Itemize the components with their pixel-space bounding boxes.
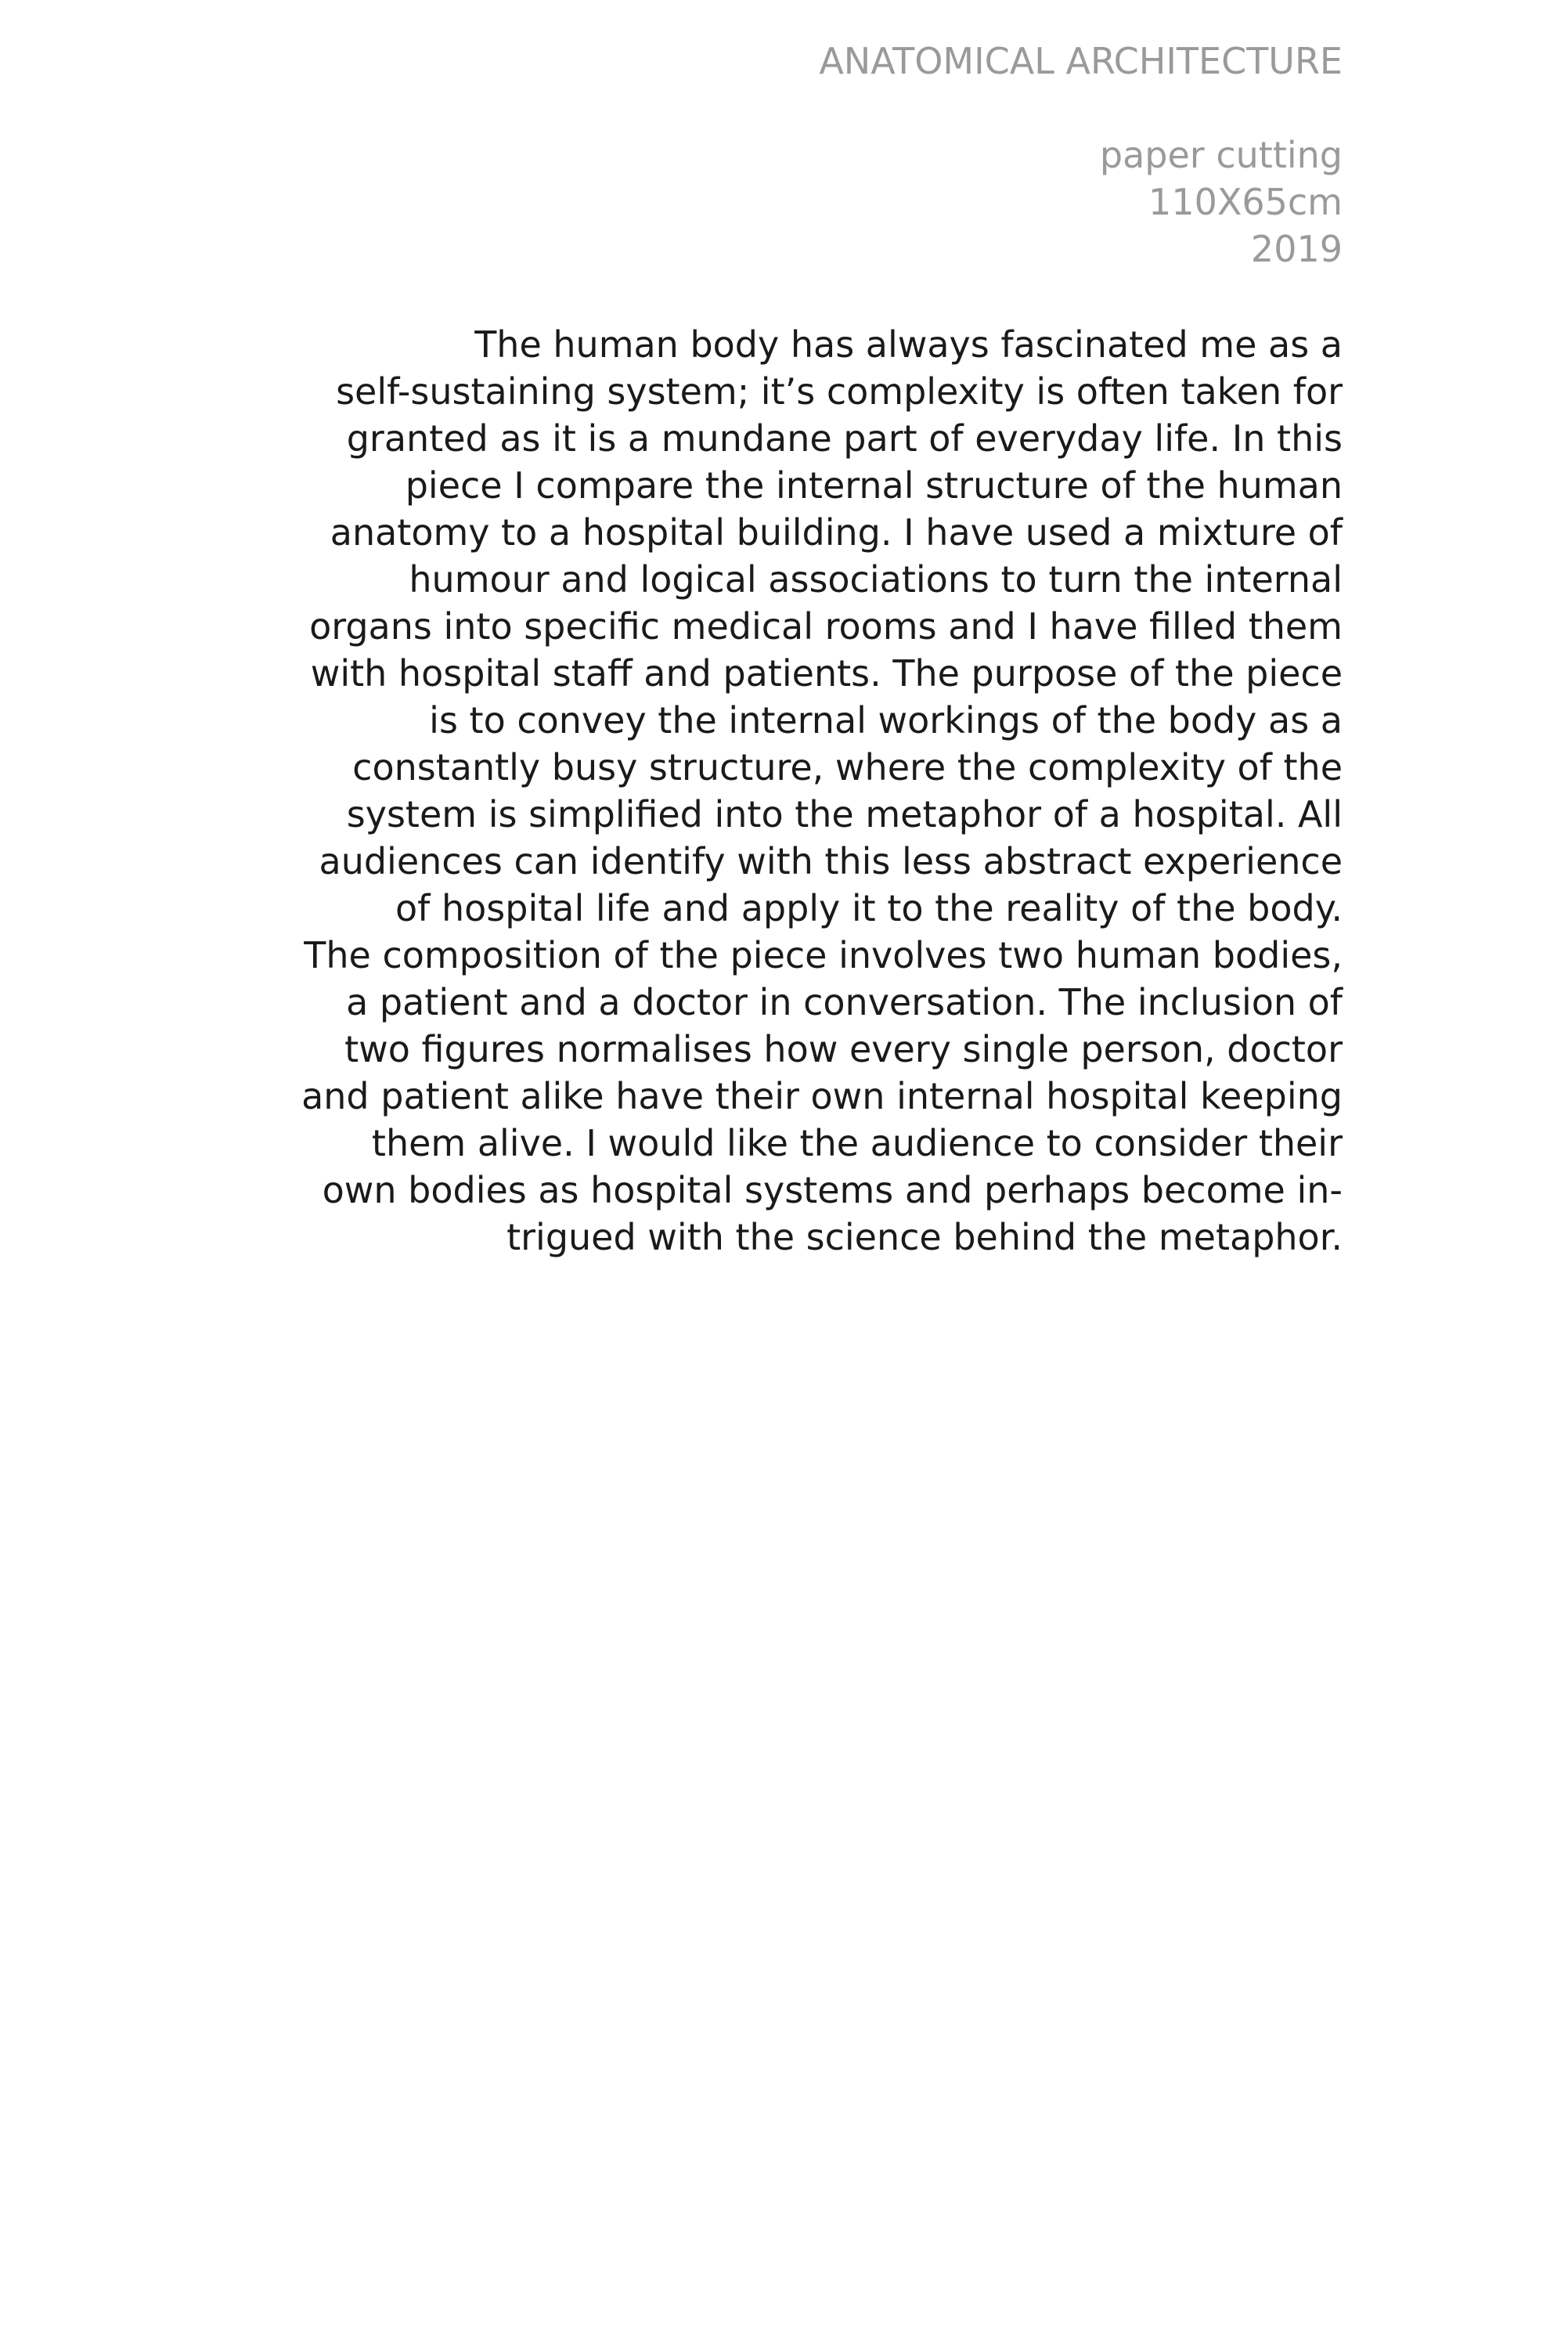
artist-statement <box>231 321 1343 1261</box>
statement-line: of hospital life and apply it to the reality of the body. <box>395 887 1343 929</box>
statement-line: self-sustaining system; it’s complexity is often taken for <box>336 370 1343 413</box>
statement-line: humour and logical associations to turn the internal <box>409 558 1343 601</box>
statement-line: system is simplified into the metaphor of a hospital. All <box>346 793 1343 835</box>
artwork-year: 2019 <box>1250 228 1343 270</box>
statement-line: a patient and a doctor in conversation. The inclusion of <box>346 981 1343 1023</box>
statement-line: is to convey the internal workings of the body as a <box>429 699 1343 742</box>
artwork-medium: paper cutting <box>1099 134 1343 176</box>
artwork-details <box>1100 132 1343 272</box>
statement-line: and patient alike have their own internal hospital keeping <box>301 1075 1343 1117</box>
statement-line: organs into specific medical rooms and I have filled them <box>309 605 1343 648</box>
statement-line: granted as it is a mundane part of everyday life. In this <box>346 417 1343 460</box>
statement-line: The human body has always fascinated me as a <box>474 323 1343 366</box>
artwork-title: ANATOMICAL ARCHITECTURE <box>819 40 1343 82</box>
statement-line: own bodies as hospital systems and perhaps become in- <box>322 1169 1343 1211</box>
artwork-dimensions: 110X65cm <box>1148 181 1343 223</box>
statement-line: constantly busy structure, where the complexity of the <box>352 746 1343 788</box>
statement-line: The composition of the piece involves two human bodies, <box>304 934 1343 976</box>
statement-line: anatomy to a hospital building. I have used a mixture of <box>330 511 1343 554</box>
statement-line: piece I compare the internal structure of the human <box>405 464 1343 507</box>
statement-line: with hospital staff and patients. The purpose of the piece <box>310 652 1343 695</box>
statement-line: trigued with the science behind the metaphor. <box>506 1216 1343 1258</box>
statement-line: audiences can identify with this less abstract experience <box>319 840 1343 882</box>
statement-line: them alive. I would like the audience to consider their <box>371 1122 1343 1164</box>
statement-line: two figures normalises how every single person, doctor <box>344 1028 1343 1070</box>
